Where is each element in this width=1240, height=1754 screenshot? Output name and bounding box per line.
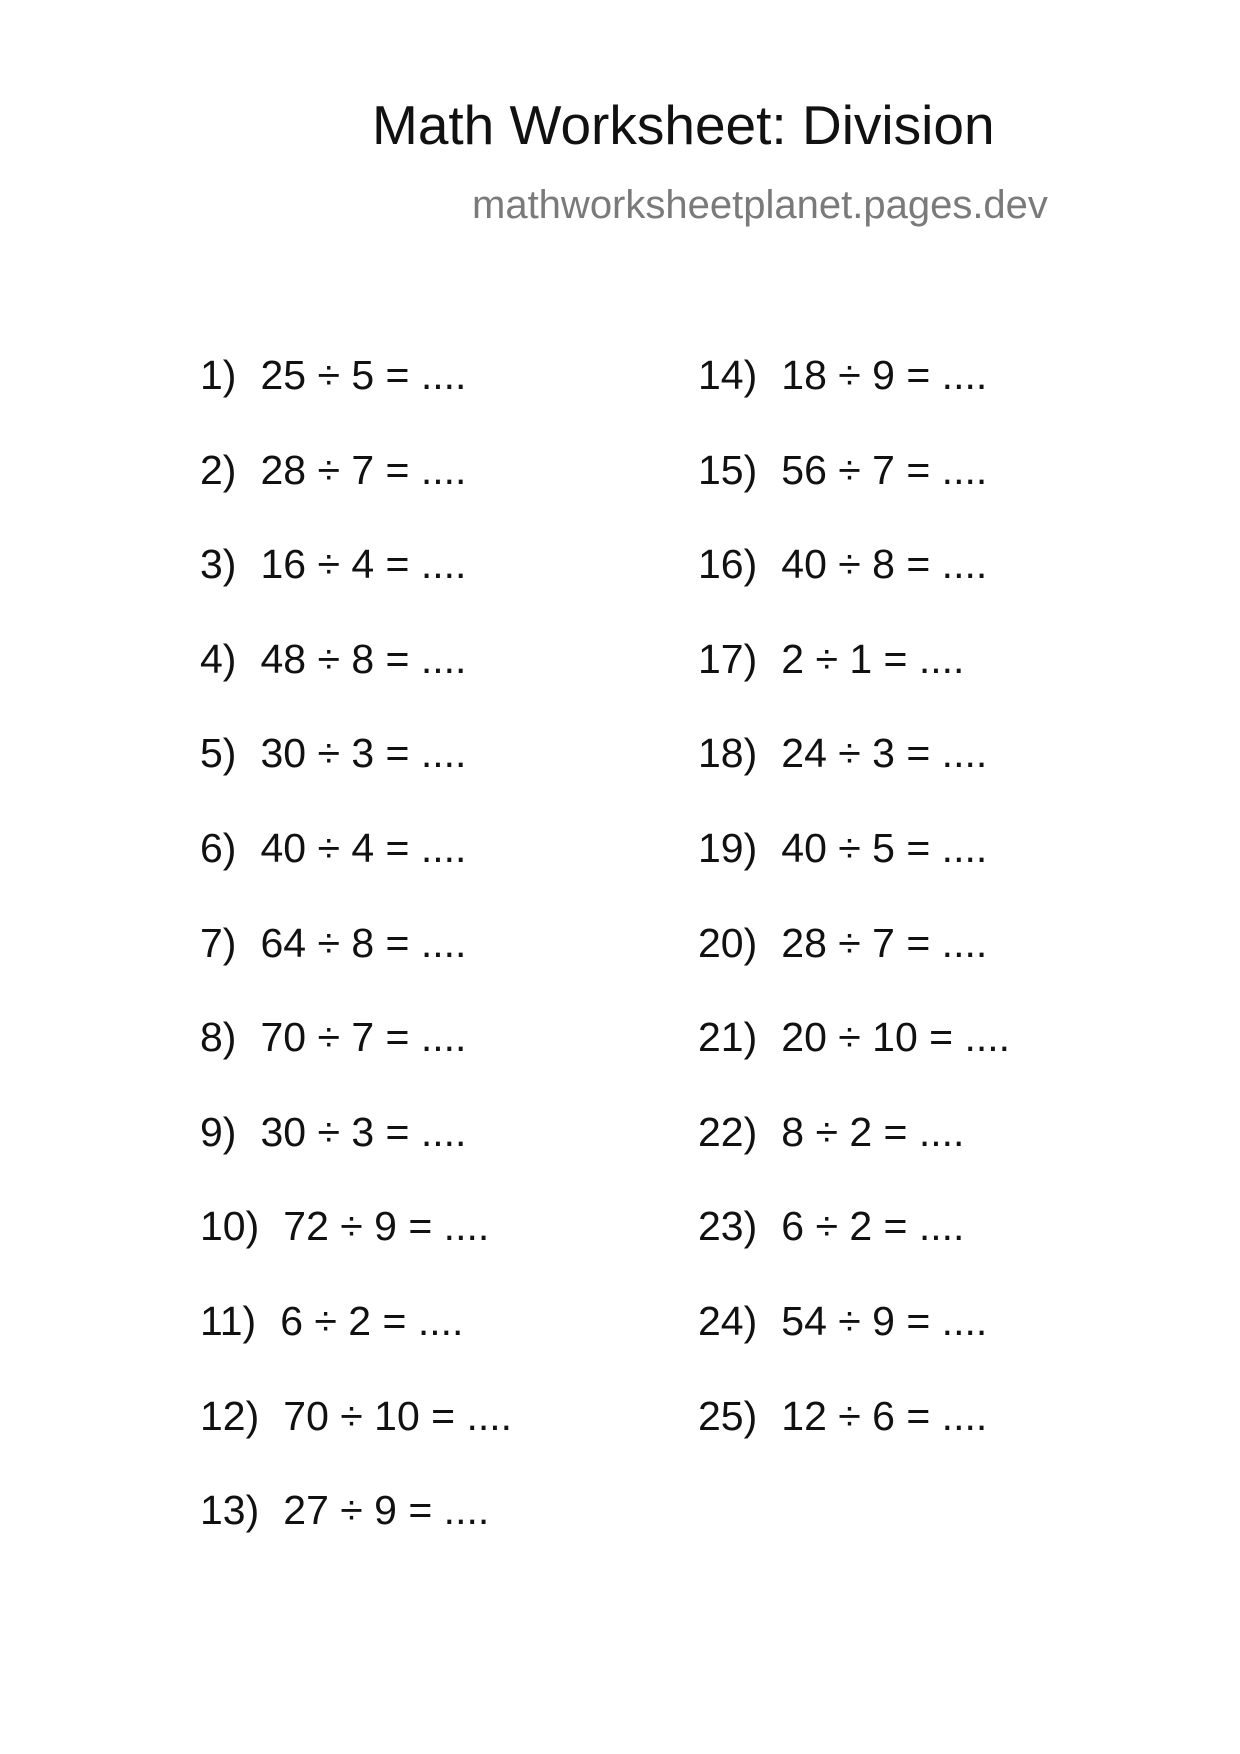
problem-number: 23) [698, 1202, 758, 1249]
problem-number: 2) [200, 446, 237, 493]
problem-expression: 25 ÷ 5 = .... [260, 351, 467, 398]
problem-item [698, 823, 987, 873]
problem-number: 8) [200, 1013, 237, 1060]
problem-expression: 30 ÷ 3 = .... [260, 1108, 467, 1155]
problem-item [200, 1485, 489, 1535]
problem-number: 18) [698, 729, 758, 776]
problem-item [698, 539, 987, 589]
problem-expression: 6 ÷ 2 = .... [781, 1202, 965, 1249]
problem-expression: 6 ÷ 2 = .... [280, 1297, 464, 1344]
problem-item [698, 350, 987, 400]
problem-number: 5) [200, 729, 237, 776]
problem-number: 25) [698, 1392, 758, 1439]
problem-number: 1) [200, 351, 237, 398]
problem-item [200, 634, 466, 684]
problem-item [698, 445, 987, 495]
problem-expression: 56 ÷ 7 = .... [781, 446, 988, 493]
problem-expression: 40 ÷ 4 = .... [260, 824, 467, 871]
problem-item [200, 728, 466, 778]
problem-item [200, 1107, 466, 1157]
problem-expression: 20 ÷ 10 = .... [781, 1013, 1011, 1060]
problem-item [698, 1201, 964, 1251]
problem-item [698, 634, 964, 684]
problem-item [698, 1012, 1010, 1062]
problem-number: 22) [698, 1108, 758, 1155]
problem-item [200, 1201, 489, 1251]
problem-number: 11) [200, 1297, 257, 1344]
problem-number: 21) [698, 1013, 758, 1060]
problem-number: 6) [200, 824, 237, 871]
problem-item [200, 823, 466, 873]
problem-expression: 40 ÷ 5 = .... [781, 824, 988, 871]
problem-number: 4) [200, 635, 237, 682]
problem-item [200, 445, 466, 495]
problem-expression: 54 ÷ 9 = .... [781, 1297, 988, 1344]
problem-expression: 2 ÷ 1 = .... [781, 635, 965, 682]
problem-number: 9) [200, 1108, 237, 1155]
problem-number: 14) [698, 351, 758, 398]
problem-expression: 16 ÷ 4 = .... [260, 540, 467, 587]
problem-expression: 48 ÷ 8 = .... [260, 635, 467, 682]
problem-expression: 70 ÷ 10 = .... [283, 1392, 513, 1439]
problem-item [698, 918, 987, 968]
problem-expression: 30 ÷ 3 = .... [260, 729, 467, 776]
worksheet-source-url: mathworksheetplanet.pages.dev [472, 183, 1048, 227]
problem-expression: 18 ÷ 9 = .... [781, 351, 988, 398]
problem-number: 7) [200, 919, 237, 966]
problem-expression: 24 ÷ 3 = .... [781, 729, 988, 776]
problem-item [200, 1391, 512, 1441]
problem-expression: 64 ÷ 8 = .... [260, 919, 467, 966]
problem-number: 24) [698, 1297, 758, 1344]
problem-expression: 28 ÷ 7 = .... [260, 446, 467, 493]
problem-item [200, 1296, 463, 1346]
problem-expression: 27 ÷ 9 = .... [283, 1486, 490, 1533]
problem-item [698, 1296, 987, 1346]
problem-number: 10) [200, 1202, 260, 1249]
problem-number: 17) [698, 635, 758, 682]
problem-number: 16) [698, 540, 758, 587]
problem-expression: 8 ÷ 2 = .... [781, 1108, 965, 1155]
problem-item [200, 350, 466, 400]
problem-item [200, 539, 466, 589]
problem-item [200, 918, 466, 968]
problem-item [698, 1107, 964, 1157]
problem-item [200, 1012, 466, 1062]
problem-item [698, 728, 987, 778]
problem-number: 15) [698, 446, 758, 493]
problem-number: 12) [200, 1392, 260, 1439]
problem-item [698, 1391, 987, 1441]
problem-expression: 70 ÷ 7 = .... [260, 1013, 467, 1060]
problem-number: 19) [698, 824, 758, 871]
problem-number: 13) [200, 1486, 260, 1533]
problem-expression: 72 ÷ 9 = .... [283, 1202, 490, 1249]
problem-number: 20) [698, 919, 758, 966]
problem-expression: 28 ÷ 7 = .... [781, 919, 988, 966]
problem-expression: 40 ÷ 8 = .... [781, 540, 988, 587]
problem-number: 3) [200, 540, 237, 587]
problem-expression: 12 ÷ 6 = .... [781, 1392, 988, 1439]
worksheet-title: Math Worksheet: Division [372, 94, 995, 156]
